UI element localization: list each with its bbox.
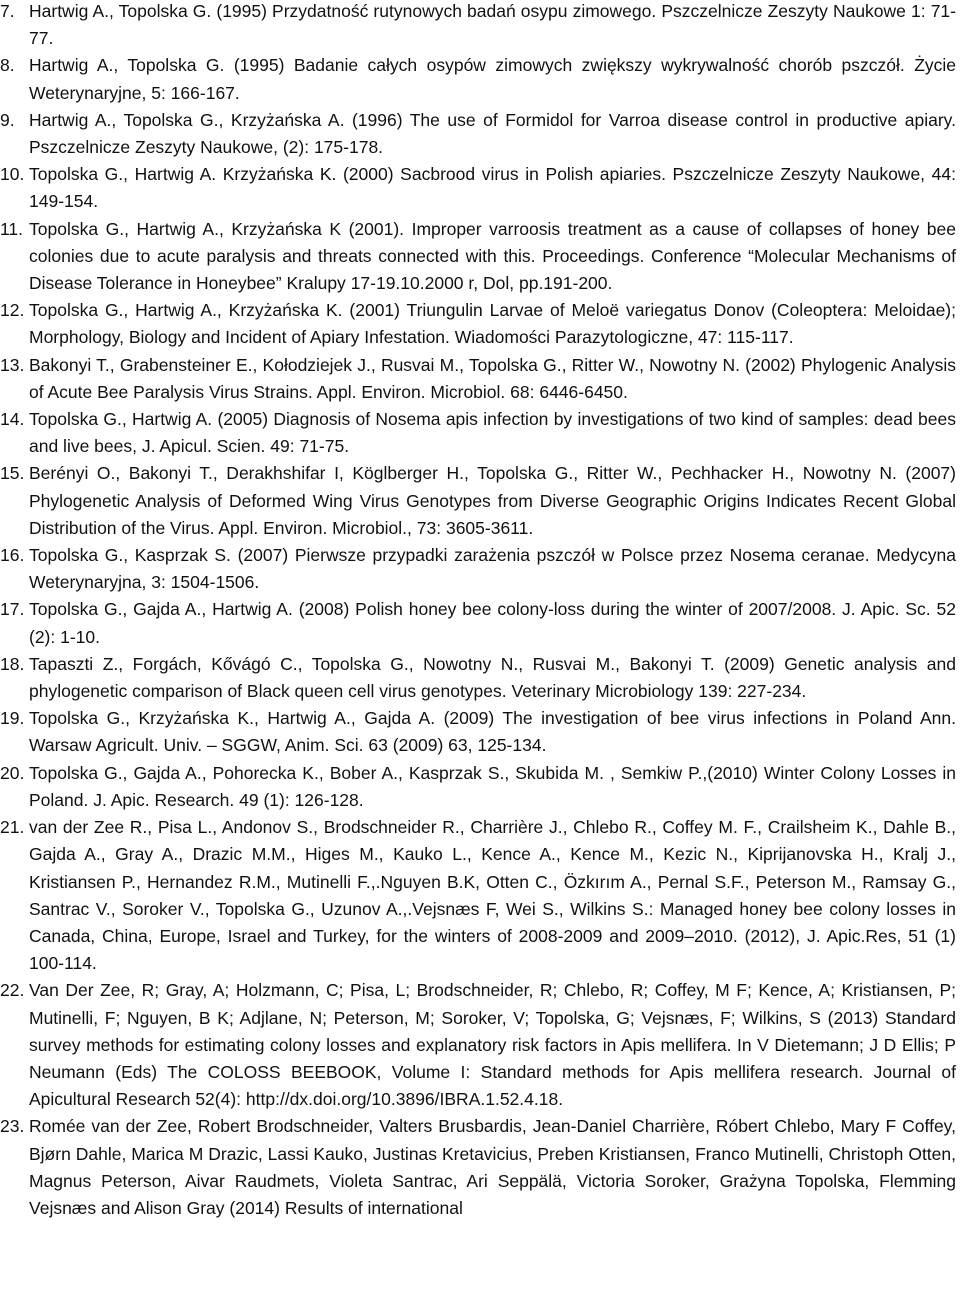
reference-item	[0, 52, 960, 106]
reference-text: Topolska G., Hartwig A., Krzyżańska K. (2001) Triungulin Larvae of Meloë variegatus Donov (Coleoptera: Meloidae); Morphology, Biology and Incident of Apiary Infestation. Wiadomości Parazytologiczne, 47: 115-117.	[29, 300, 956, 348]
reference-item	[0, 705, 960, 759]
reference-number: 13.	[0, 354, 25, 375]
reference-number: 20.	[0, 762, 25, 783]
reference-text: Bakonyi T., Grabensteiner E., Kołodziejek J., Rusvai M., Topolska G., Ritter W., Nowotny N. (2002) Phylogenic Analysis of Acute Bee Paralysis Virus Strains. Appl. Environ. Microbiol. 68: 6446-6450.	[29, 354, 956, 402]
reference-number: 22.	[0, 980, 25, 1001]
reference-number: 11.	[0, 218, 24, 239]
reference-text: Hartwig A., Topolska G. (1995) Przydatność rutynowych badań osypu zimowego. Pszczelnicze Zeszyty Naukowe 1: 71-77.	[29, 1, 956, 49]
reference-item	[0, 0, 960, 52]
reference-number: 7.	[0, 1, 15, 21]
reference-item	[0, 216, 960, 298]
reference-item	[0, 596, 960, 650]
reference-number: 15.	[0, 463, 25, 484]
reference-item	[0, 977, 960, 1113]
reference-text: van der Zee R., Pisa L., Andonov S., Brodschneider R., Charrière J., Chlebo R., Coffey M. F., Crailsheim K., Dahle B., Gajda A., Gray A., Drazic M.M., Higes M., Kauko L., Kence A., Kence M., Kezic N., Kiprijanovska H., Kralj J., Kristiansen P., Hernandez R.M., Mutinelli F.,.Nguyen B.K, Otten C., Özkırım A., Pernal S.F., Peterson M., Ramsay G., Santrac V., Soroker V., Topolska G., Uzunov A.,.Vejsnæs F, Wei S., Wilkins S.: Managed honey bee colony losses in Canada, China, Europe, Israel and Turkey, for the winters of 2008-2009 and 2009–2010. (2012), J. Apic.Res, 51 (1) 100-114.	[29, 817, 956, 974]
reference-text: Hartwig A., Topolska G., Krzyżańska A. (1996) The use of Formidol for Varroa disease control in productive apiary. Pszczelnicze Zeszyty Naukowe, (2): 175-178.	[29, 109, 956, 158]
reference-text: Topolska G., Hartwig A. Krzyżańska K. (2000) Sacbrood virus in Polish apiaries. Pszczelnicze Zeszyty Naukowe, 44: 149-154.	[29, 164, 956, 212]
reference-item	[0, 760, 960, 814]
reference-item	[0, 460, 960, 542]
reference-number: 19.	[0, 708, 25, 729]
reference-item	[0, 1113, 960, 1222]
reference-text: Topolska G., Hartwig A., Krzyżańska K (2001). Improper varroosis treatment as a cause of collapses of honey bee colonies due to acute paralysis and threats connected with this. Proceedings. Conference “Molecular Mechanisms of Disease Tolerance in Honeybee” Kralupy 17-19.10.2000 r, Dol, pp.191-200.	[29, 218, 956, 294]
reference-text: Topolska G., Kasprzak S. (2007) Pierwsze przypadki zarażenia pszczół w Polsce przez Nosema ceranae. Medycyna Weterynaryjna, 3: 1504-1506.	[29, 545, 956, 593]
reference-number: 8.	[0, 55, 15, 76]
reference-text: Topolska G., Krzyżańska K., Hartwig A., Gajda A. (2009) The investigation of bee virus infections in Poland Ann. Warsaw Agricult. Univ. – SGGW, Anim. Sci. 63 (2009) 63, 125-134.	[29, 708, 956, 756]
reference-text: Romée van der Zee, Robert Brodschneider, Valters Brusbardis, Jean-Daniel Charrière, Róbert Chlebo, Mary F Coffey, Bjørn Dahle, Marica M Drazic, Lassi Kauko, Justinas Kretavicius, Preben Kristiansen, Franco Mutinelli, Christoph Otten, Magnus Peterson, Aivar Raudmets, Violeta Santrac, Ari Seppälä, Victoria Soroker, Grażyna Topolska, Flemming Vejsnæs and Alison Gray (2014) Results of international	[29, 1116, 956, 1218]
reference-text: Topolska G., Hartwig A. (2005) Diagnosis of Nosema apis infection by investigations of two kind of samples: dead bees and live bees, J. Apicul. Scien. 49: 71-75.	[29, 409, 956, 457]
reference-text: Topolska G., Gajda A., Pohorecka K., Bober A., Kasprzak S., Skubida M. , Semkiw P.,(2010) Winter Colony Losses in Poland. J. Apic. Research. 49 (1): 126-128.	[29, 762, 956, 810]
reference-text: Van Der Zee, R; Gray, A; Holzmann, C; Pisa, L; Brodschneider, R; Chlebo, R; Coffey, M F; Kence, A; Kristiansen, P; Mutinelli, F; Nguyen, B K; Adjlane, N; Peterson, M; Soroker, V; Topolska, G; Vejsnæs, F; Wilkins, S (2013) Standard survey methods for estimating colony losses and explanatory risk factors in Apis mellifera. In V Dietemann; J D Ellis; P Neumann (Eds) The COLOSS BEEBOOK, Volume I: Standard methods for Apis mellifera research. Journal of Apicultural Research 52(4): http://dx.doi.org/10.3896/IBRA.1.52.4.18.	[29, 980, 956, 1110]
reference-item	[0, 297, 960, 351]
reference-number: 16.	[0, 545, 25, 566]
reference-text: Tapaszti Z., Forgách, Kővágó C., Topolska G., Nowotny N., Rusvai M., Bakonyi T. (2009) Genetic analysis and phylogenetic comparison of Black queen cell virus genotypes. Veterinary Microbiology 139: 227-234.	[29, 653, 956, 702]
reference-number: 23.	[0, 1116, 25, 1137]
reference-item	[0, 352, 960, 406]
reference-item	[0, 542, 960, 596]
reference-number: 14.	[0, 409, 25, 430]
reference-number: 18.	[0, 653, 25, 674]
reference-number: 17.	[0, 599, 25, 620]
reference-text: Hartwig A., Topolska G. (1995) Badanie całych osypów zimowych zwiększy wykrywalność chorób pszczół. Życie Weterynaryjne, 5: 166-167.	[29, 55, 956, 103]
reference-number: 10.	[0, 164, 25, 185]
reference-item	[0, 406, 960, 460]
reference-number: 9.	[0, 109, 15, 130]
reference-number: 12.	[0, 300, 25, 321]
reference-item	[0, 107, 960, 161]
reference-text: Topolska G., Gajda A., Hartwig A. (2008) Polish honey bee colony-loss during the winter of 2007/2008. J. Apic. Sc. 52 (2): 1-10.	[29, 599, 956, 647]
reference-item	[0, 651, 960, 705]
reference-number: 21.	[0, 817, 25, 838]
reference-item	[0, 161, 960, 215]
reference-text: Berényi O., Bakonyi T., Derakhshifar I, Köglberger H., Topolska G., Ritter W., Pechhacker H., Nowotny N. (2007) Phylogenetic Analysis of Deformed Wing Virus Genotypes from Diverse Geographic Origins Indicates Recent Global Distribution of the Virus. Appl. Environ. Microbiol., 73: 3605-3611.	[29, 463, 956, 538]
reference-item	[0, 814, 960, 977]
